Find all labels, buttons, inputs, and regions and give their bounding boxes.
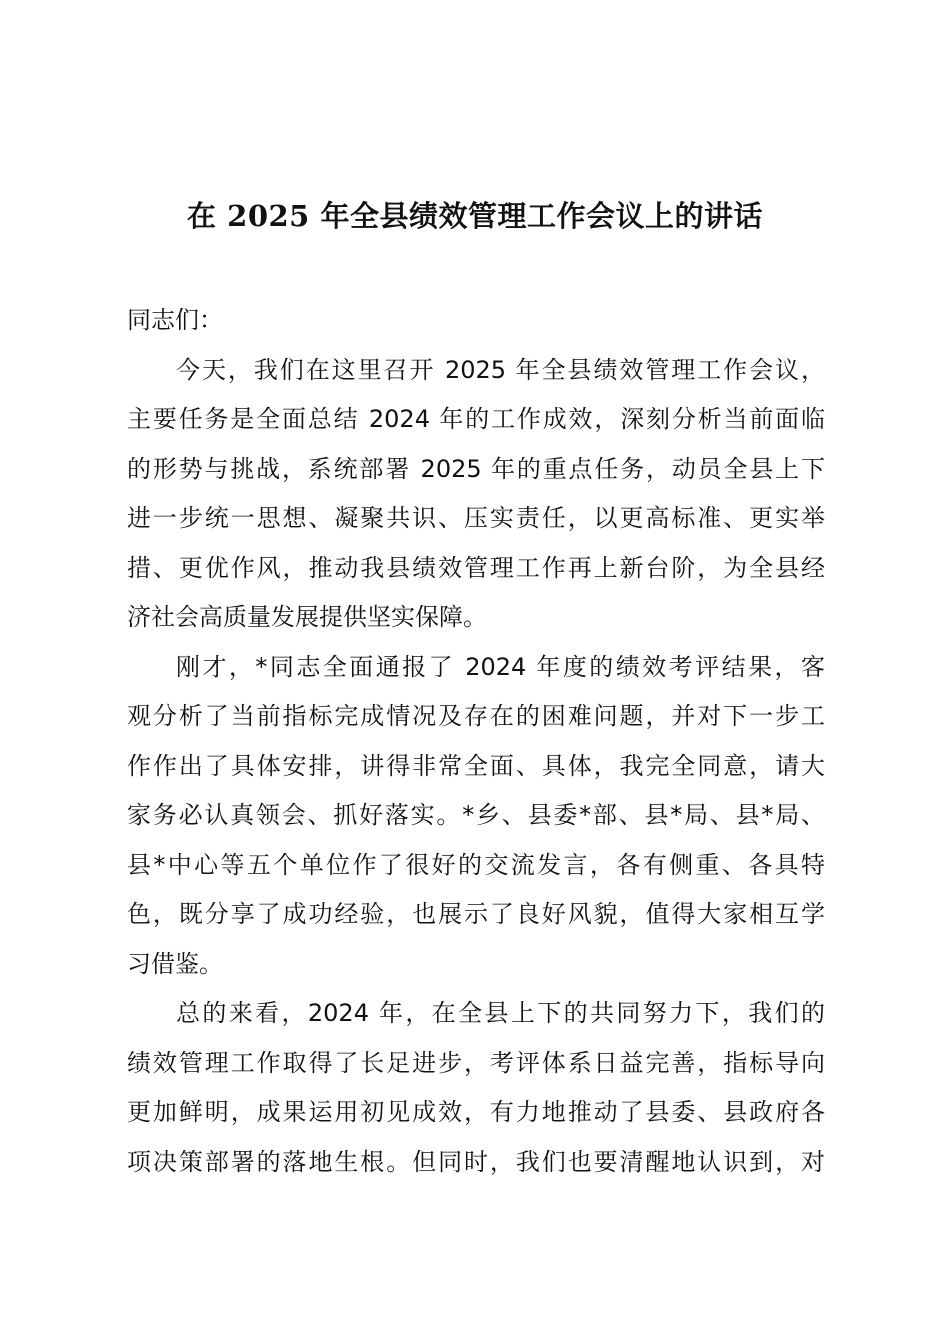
document-body	[127, 296, 825, 1187]
text-line: 进一步统一思想、凝聚共识、压实责任，以更高标准、更实举	[127, 504, 825, 532]
paragraph-summary	[127, 989, 825, 1187]
text-line: 更加鲜明，成果运用初见成效，有力地推动了县委、县政府各	[127, 1098, 825, 1126]
document-title: 在 2025 年全县绩效管理工作会议上的讲话	[187, 199, 763, 233]
text-line: 作作出了具体安排，讲得非常全面、具体，我完全同意，请大	[127, 751, 825, 780]
text-line: 习借鉴。	[127, 949, 223, 978]
salutation: 同志们：	[127, 306, 223, 334]
text-line: 县*中心等五个单位作了很好的交流发言，各有侧重、各具特	[127, 850, 825, 879]
text-line: 观分析了当前指标完成情况及存在的困难问题，并对下一步工	[127, 702, 825, 730]
paragraph-opening	[127, 346, 825, 643]
text-line: 的形势与挑战，系统部署 2025 年的重点任务，动员全县上下	[127, 454, 825, 483]
text-line: 济社会高质量发展提供坚实保障。	[127, 603, 487, 631]
paragraph-report-review	[127, 643, 825, 990]
text-line: 项决策部署的落地生根。但同时，我们也要清醒地认识到，对	[127, 1147, 825, 1176]
text-line: 今天，我们在这里召开 2025 年全县绩效管理工作会议，	[176, 355, 825, 384]
text-line: 色，既分享了成功经验，也展示了良好风貌，值得大家相互学	[127, 900, 825, 928]
text-line: 总的来看，2024 年，在全县上下的共同努力下，我们的	[176, 999, 825, 1027]
text-line: 主要任务是全面总结 2024 年的工作成效，深刻分析当前面临	[127, 405, 825, 433]
text-line: 刚才，*同志全面通报了 2024 年度的绩效考评结果，客	[176, 652, 825, 681]
text-line: 绩效管理工作取得了长足进步，考评体系日益完善，指标导向	[127, 1048, 825, 1077]
text-line: 措、更优作风，推动我县绩效管理工作再上新台阶，为全县经	[127, 553, 825, 582]
text-line: 家务必认真领会、抓好落实。*乡、县委*部、县*局、县*局、	[127, 801, 825, 829]
